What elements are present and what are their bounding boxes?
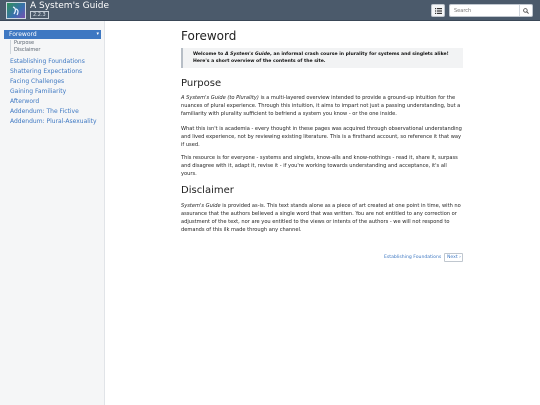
sidebar-item-establishing-foundations[interactable]: Establishing Foundations (10, 58, 85, 65)
search-box (449, 4, 533, 17)
callout-title: A System's Guide (224, 52, 270, 57)
sidebar-subitem-purpose[interactable]: Purpose (10, 40, 101, 47)
sidebar-item-shattering-expectations[interactable]: Shattering Expectations (10, 68, 83, 75)
paragraph-purpose-1 (181, 94, 463, 118)
callout-line-2: Here's a short overview of the contents of the site. (193, 59, 326, 64)
callout-text: , an informal crash course in plurality for systems and singlets alike! (270, 52, 449, 57)
sidebar-item-addendum-plural-asexuality[interactable]: Addendum: Plural-Asexuality (10, 118, 97, 125)
book-title: System's Guide (181, 203, 221, 209)
top-bar (0, 0, 540, 21)
list-icon (435, 8, 442, 14)
pager-next-button[interactable] (444, 253, 463, 262)
version-badge: 2.2.3 (30, 11, 49, 19)
sidebar-item-label: Foreword (9, 31, 37, 38)
search-input[interactable] (452, 5, 522, 16)
paragraph-disclaimer (181, 202, 463, 234)
section-heading-disclaimer: Disclaimer (181, 185, 234, 196)
sidebar-item-foreword[interactable] (4, 30, 101, 39)
sidebar (0, 21, 105, 405)
section-heading-purpose: Purpose (181, 78, 222, 89)
paragraph-text: is provided as-is. This text stands alone as a piece of art created at one point in time, with no assurance that the authors believed a single word that was written. You are not entitled to any correction or adjustment of the text, nor are you entitled to the views or intents of the authors - we will not respond to demands of this ilk made through any channel. (181, 203, 461, 233)
site-logo-icon[interactable] (6, 2, 26, 19)
chevron-right-icon: › (459, 255, 461, 260)
caret-down-icon[interactable]: ▾ (96, 31, 99, 37)
callout-text: Welcome to (193, 52, 225, 57)
sidebar-item-afterword[interactable]: Afterword (10, 98, 40, 105)
paragraph-purpose-2: What this isn't is academia - every thought in these pages was acquired through observational understanding and lived experience, not by reviewing existing literature. This is a firsthand account, so reference it that way if used. (181, 126, 462, 148)
search-icon (523, 8, 529, 14)
sidebar-item-facing-challenges[interactable]: Facing Challenges (10, 78, 65, 85)
page-title: Foreword (181, 29, 237, 43)
pager-prev-link[interactable]: Establishing Foundations (384, 255, 442, 260)
paragraph-text: is a multi-layered overview intended to provide a ground-up intuition for the nuances of plural experience. Through this intuition, it aims to impart not just a passing understanding, but a familiarity with plurality sufficient to befriend a system you know - or the one inside. (181, 95, 461, 117)
sidebar-item-addendum-fictive[interactable]: Addendum: The Fictive (10, 108, 79, 115)
menu-button[interactable] (431, 4, 445, 17)
pager-next-label: Next (447, 255, 458, 260)
search-button[interactable] (519, 5, 532, 16)
sidebar-item-gaining-familiarity[interactable]: Gaining Familiarity (10, 88, 67, 95)
site-title[interactable]: A System's Guide (30, 1, 110, 11)
sidebar-subitem-disclaimer[interactable]: Disclaimer (10, 47, 101, 54)
book-title: A System's Guide (to Plurality) (181, 95, 259, 101)
paragraph-purpose-3: This resource is for everyone - systems and singlets, know-alls and know-nothings - read it, share it, surpass and disagree with it, adapt it, revise it - if you're working towards understanding and acceptance, it's all yours. (181, 155, 458, 177)
intro-callout (181, 48, 463, 68)
